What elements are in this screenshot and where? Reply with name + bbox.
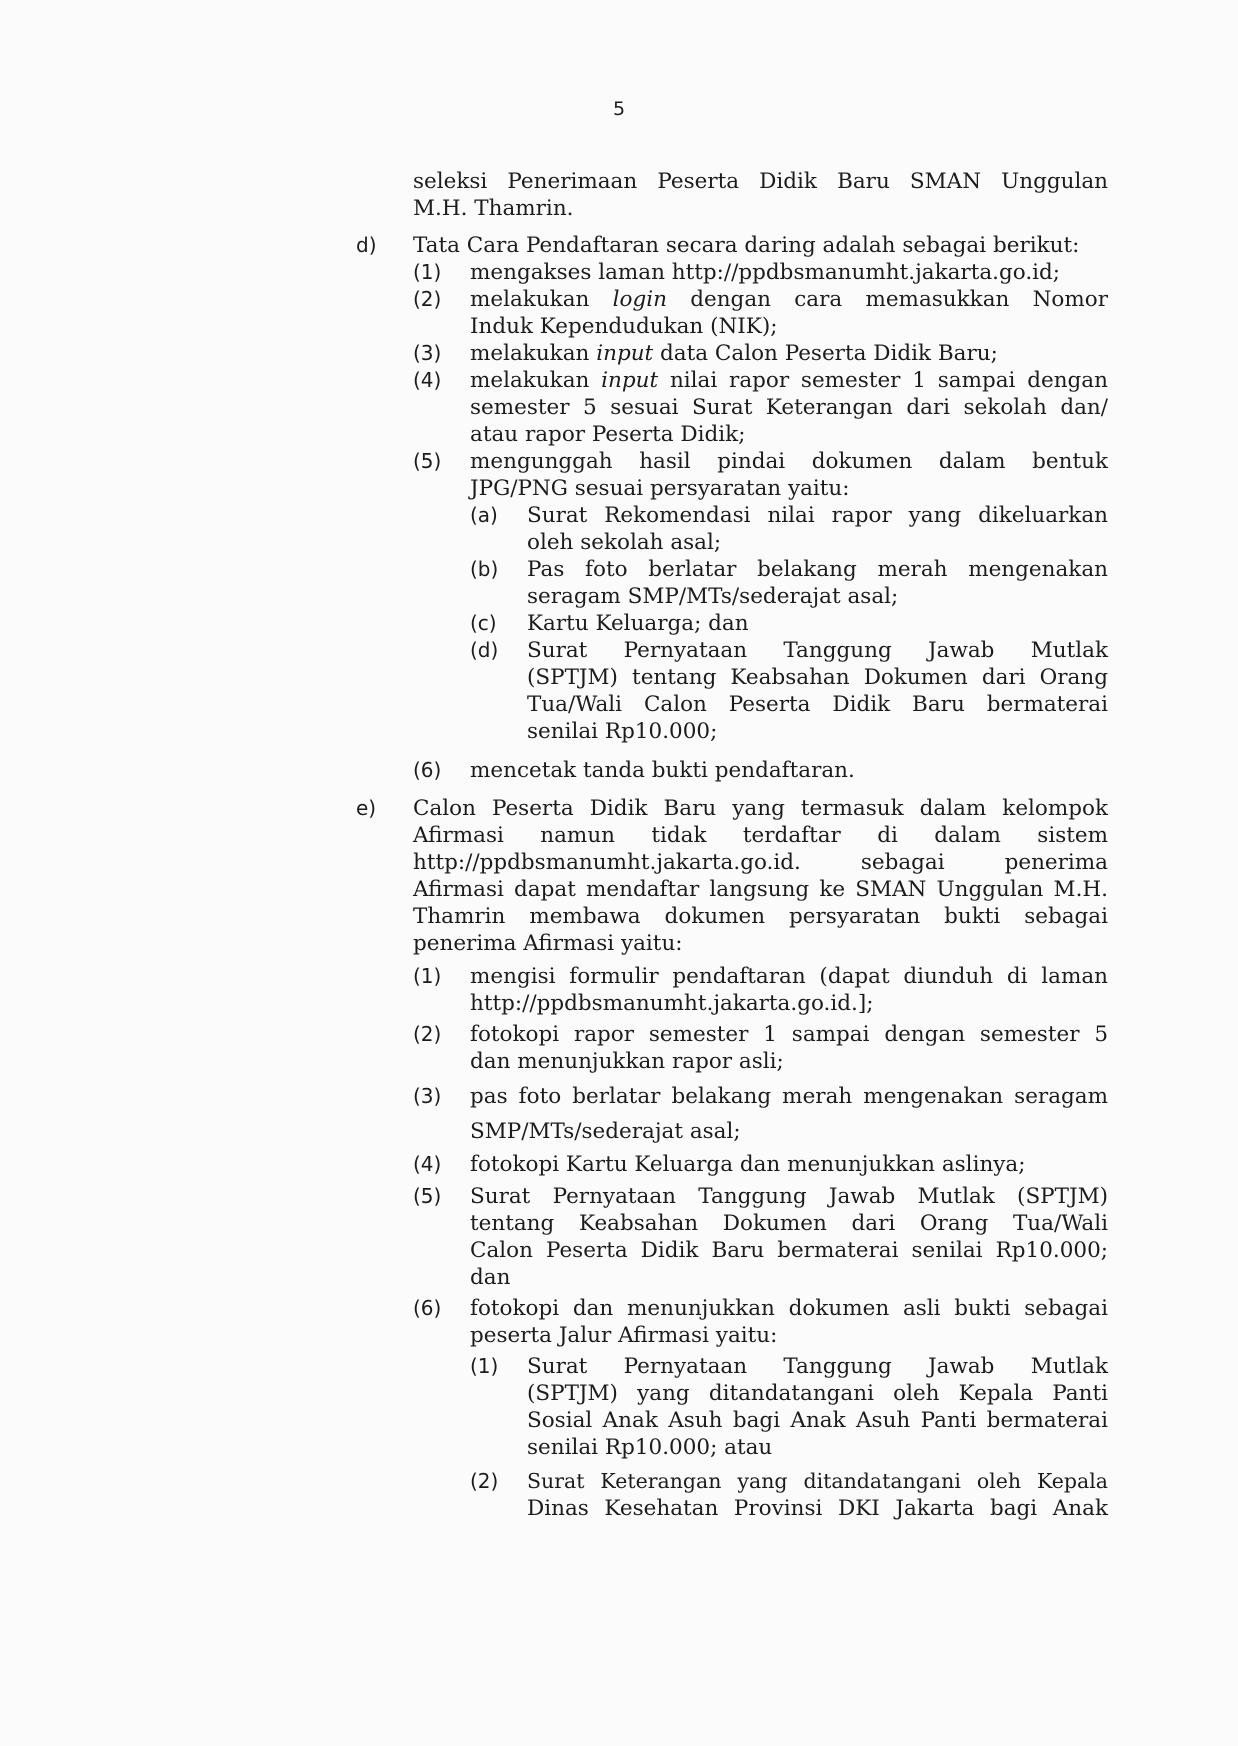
item-text: JPG/PNG sesuai persyaratan yaitu: bbox=[470, 476, 850, 501]
item-text: atau rapor Peserta Didik; bbox=[470, 422, 746, 447]
item-text: mengisi formulir pendaftaran (dapat diunduh di laman bbox=[470, 964, 1108, 989]
item-text: mengakses laman http://ppdbsmanumht.jakarta.go.id; bbox=[470, 260, 1061, 285]
item-text: fotokopi dan menunjukkan dokumen asli bukti sebagai bbox=[470, 1296, 1108, 1321]
subitem-text: Kartu Keluarga; dan bbox=[527, 611, 749, 636]
item-label: (5) bbox=[413, 1184, 442, 1208]
subitem-text: Dinas Kesehatan Provinsi DKI Jakarta bagi Anak bbox=[527, 1496, 1108, 1521]
subitem-text: Sosial Anak Asuh bagi Anak Asuh Panti bermaterai bbox=[527, 1408, 1108, 1433]
item-text: melakukan login dengan cara memasukkan Nomor bbox=[470, 287, 1108, 312]
item-text: dan menunjukkan rapor asli; bbox=[470, 1049, 784, 1074]
item-text: fotokopi rapor semester 1 sampai dengan semester 5 bbox=[470, 1022, 1108, 1047]
subitem-text: Surat Pernyataan Tanggung Jawab Mutlak bbox=[527, 1354, 1108, 1379]
item-text: semester 5 sesuai Surat Keterangan dari sekolah dan/ bbox=[470, 395, 1108, 420]
subitem-text: senilai Rp10.000; bbox=[527, 719, 718, 744]
subitem-text: Pas foto berlatar belakang merah mengenakan bbox=[527, 557, 1108, 582]
item-label: (2) bbox=[413, 1022, 442, 1046]
page-number: 5 bbox=[612, 98, 626, 120]
section-d-label: d) bbox=[356, 233, 377, 257]
section-e-paragraph-line: Calon Peserta Didik Baru yang termasuk dalam kelompok bbox=[413, 796, 1108, 821]
section-e-paragraph-line: Thamrin membawa dokumen persyaratan bukti sebagai bbox=[413, 904, 1108, 929]
item-label: (1) bbox=[413, 964, 442, 988]
intro-line: seleksi Penerimaan Peserta Didik Baru SMAN Unggulan bbox=[413, 169, 1108, 194]
item-label: (4) bbox=[413, 368, 442, 392]
subitem-text: Surat Pernyataan Tanggung Jawab Mutlak bbox=[527, 638, 1108, 663]
subitem-text: Surat Keterangan yang ditandatangani oleh Kepala bbox=[527, 1469, 1108, 1493]
section-e-paragraph-line: penerima Afirmasi yaitu: bbox=[413, 931, 683, 956]
item-text: dan bbox=[470, 1265, 511, 1290]
subitem-text: Tua/Wali Calon Peserta Didik Baru bermaterai bbox=[527, 692, 1108, 717]
item-label: (6) bbox=[413, 1296, 442, 1320]
subitem-label: (2) bbox=[470, 1469, 499, 1493]
item-label: (2) bbox=[413, 287, 442, 311]
intro-line: M.H. Thamrin. bbox=[413, 196, 574, 221]
section-e-paragraph-line: http://ppdbsmanumht.jakarta.go.id. sebagai penerima bbox=[413, 850, 1108, 875]
item-text: Surat Pernyataan Tanggung Jawab Mutlak (SPTJM) bbox=[470, 1184, 1108, 1209]
item-text: SMP/MTs/sederajat asal; bbox=[470, 1119, 741, 1144]
subitem-text: oleh sekolah asal; bbox=[527, 530, 722, 555]
item-text: mengunggah hasil pindai dokumen dalam bentuk bbox=[470, 449, 1108, 474]
item-label: (3) bbox=[413, 1084, 442, 1108]
item-text: peserta Jalur Afirmasi yaitu: bbox=[470, 1323, 778, 1348]
subitem-label: (1) bbox=[470, 1354, 499, 1378]
section-d-heading: Tata Cara Pendaftaran secara daring adalah sebagai berikut: bbox=[413, 233, 1080, 258]
subitem-text: senilai Rp10.000; atau bbox=[527, 1435, 773, 1460]
subitem-label: (b) bbox=[470, 557, 499, 581]
subitem-label: (a) bbox=[470, 503, 498, 527]
subitem-text: seragam SMP/MTs/sederajat asal; bbox=[527, 584, 899, 609]
section-e-paragraph-line: Afirmasi dapat mendaftar langsung ke SMAN Unggulan M.H. bbox=[413, 877, 1108, 902]
item-text: fotokopi Kartu Keluarga dan menunjukkan aslinya; bbox=[470, 1152, 1026, 1177]
subitem-text: (SPTJM) tentang Keabsahan Dokumen dari Orang bbox=[527, 665, 1108, 690]
section-e-label: e) bbox=[356, 796, 377, 820]
subitem-label: (d) bbox=[470, 638, 499, 662]
item-text: Induk Kependudukan (NIK); bbox=[470, 314, 778, 339]
item-text: tentang Keabsahan Dokumen dari Orang Tua/Wali bbox=[470, 1211, 1108, 1236]
subitem-label: (c) bbox=[470, 611, 497, 635]
item-label: (5) bbox=[413, 449, 442, 473]
item-text: melakukan input data Calon Peserta Didik Baru; bbox=[470, 341, 998, 366]
item-label: (1) bbox=[413, 260, 442, 284]
item-text: melakukan input nilai rapor semester 1 sampai dengan bbox=[470, 368, 1108, 393]
item-text: http://ppdbsmanumht.jakarta.go.id.]; bbox=[470, 991, 874, 1016]
section-e-paragraph-line: Afirmasi namun tidak terdaftar di dalam sistem bbox=[413, 823, 1108, 848]
item-label: (3) bbox=[413, 341, 442, 365]
item-text: mencetak tanda bukti pendaftaran. bbox=[470, 758, 855, 783]
item-text: Calon Peserta Didik Baru bermaterai senilai Rp10.000; bbox=[470, 1238, 1108, 1263]
item-label: (4) bbox=[413, 1152, 442, 1176]
item-text: pas foto berlatar belakang merah mengenakan seragam bbox=[470, 1084, 1108, 1109]
subitem-text: (SPTJM) yang ditandatangani oleh Kepala Panti bbox=[527, 1381, 1108, 1406]
subitem-text: Surat Rekomendasi nilai rapor yang dikeluarkan bbox=[527, 503, 1108, 528]
item-label: (6) bbox=[413, 758, 442, 782]
